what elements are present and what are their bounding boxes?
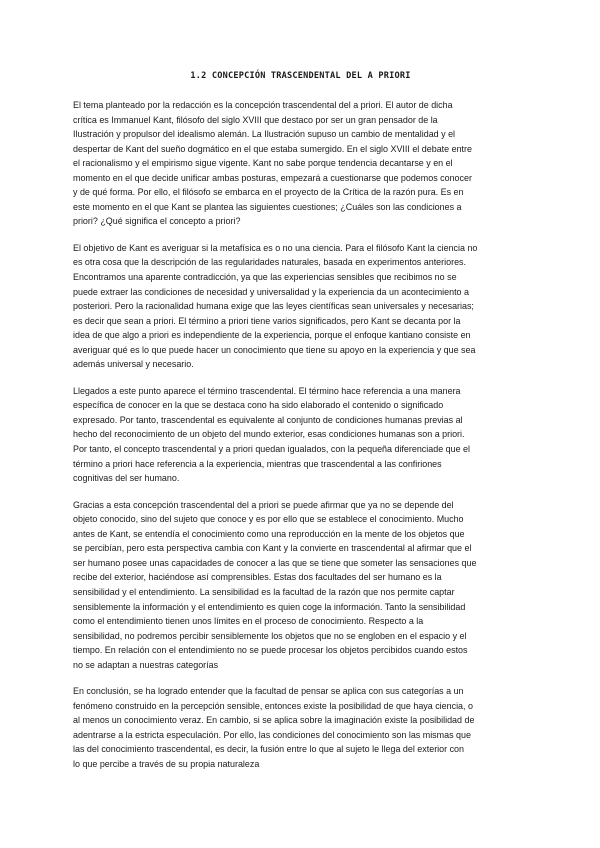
text-line: cognitivas del ser humano. bbox=[73, 473, 180, 484]
text-line: sensibilidad, no podremos percibir sensiblemente los objetos que no se engloben en el espacio y el bbox=[73, 630, 467, 641]
text-line: ser humano posee unas capacidades de conocer a las que se tiene que someter las sensaciones que bbox=[73, 557, 477, 568]
text-line: este momento en el que Kant se plantea las siguientes cuestiones; ¿Cuáles son las condiciones a bbox=[73, 201, 462, 212]
text-line: momento en el que decide unificar ambas posturas, empezará a cuestionarse que podemos conocer bbox=[73, 172, 472, 183]
section-title: 1.2 CONCEPCIÓN TRASCENDENTAL DEL A PRIORI bbox=[190, 71, 411, 81]
text-line: sensibilidad y el entendimiento. La sensibilidad es la facultad de la razón que nos permite captar bbox=[73, 586, 455, 597]
text-line: recibe del exterior, haciéndose así comprensibles. Estas dos facultades del ser humano es la bbox=[73, 572, 442, 583]
text-line: fenómeno construido en la percepción sensible, entonces existe la posibilidad de que haya ciencia, o bbox=[73, 700, 473, 711]
text-line: priori? ¿Qué significa el concepto a priori? bbox=[73, 216, 241, 227]
paragraph-3 bbox=[73, 384, 528, 486]
document-page bbox=[73, 70, 528, 784]
text-line: puede extraer las condiciones de necesidad y universalidad y la experiencia da un acontecimiento a bbox=[73, 286, 469, 297]
text-line: Por tanto, el concepto trascendental y a priori quedan igualados, con la pequeña diferenciade que el bbox=[73, 444, 471, 455]
text-line: crítica es Immanuel Kant, filósofo del siglo XVIII que destaco por ser un gran pensador de la bbox=[73, 114, 438, 125]
text-line: Encontramos una aparente contradicción, ya que las experiencias sensibles que recibimos no se bbox=[73, 272, 457, 283]
paragraph-4 bbox=[73, 498, 528, 673]
text-line: El tema planteado por la redacción es la concepción trascendental del a priori. El autor de dicha bbox=[73, 100, 453, 110]
text-line: al menos un conocimiento veraz. En cambio, si se aplica sobre la imaginación existe la posibilidad de bbox=[73, 715, 475, 726]
paragraph-2 bbox=[73, 241, 528, 372]
text-line: hecho del reconocimiento de un objeto del mundo exterior, esas condiciones humanas son a priori. bbox=[73, 429, 465, 440]
text-line: adentrarse a la estricta especulación. Por ello, las condiciones del conocimiento son las mismas que bbox=[73, 729, 471, 740]
text-line: término a priori hace referencia a la experiencia, mientras que trascendental a las confiriones bbox=[73, 458, 442, 469]
text-line: es decir que sean a priori. El término a priori tiene varios significados, pero Kant se decanta por la bbox=[73, 315, 461, 326]
text-line: averiguar qué es lo que puede hacer un conocimiento que tiene su apoyo en la experiencia y que sea bbox=[73, 344, 476, 355]
text-line: idea de que algo a priori es independiente de la experiencia, porque el enfoque kantiano consiste en bbox=[73, 330, 471, 341]
text-line: además universal y necesario. bbox=[73, 359, 194, 370]
text-line: despertar de Kant del sueño dogmático en el que estaba sumergido. En el siglo XVIII el debate entre bbox=[73, 143, 472, 154]
text-line: no se adaptan a nuestras categorías bbox=[73, 659, 219, 670]
paragraph-5 bbox=[73, 684, 528, 771]
text-line: objeto conocido, sino del sujeto que conoce y es por ello que se establece el conocimiento. Mucho bbox=[73, 514, 464, 525]
text-line: expresado. Por tanto, trascendental es equivalente al conjunto de condiciones humanas previas al bbox=[73, 414, 463, 425]
text-line: tiempo. En relación con el entendimiento no se puede procesar los objetos percibidos cuando estos bbox=[73, 645, 468, 656]
text-line: Llegados a este punto aparece el término trascendental. El término hace referencia a una manera bbox=[73, 385, 461, 396]
text-line: Ilustración y propulsor del idealismo alemán. La Ilustración supuso un cambio de mentalidad y el bbox=[73, 129, 456, 140]
text-line: es otra cosa que la descripción de las regularidades naturales, basada en experimentos anteriores. bbox=[73, 257, 466, 268]
text-line: sensiblemente la información y el entendimiento es quien coge la información. Tanto la sensibilidad bbox=[73, 601, 466, 612]
document-body bbox=[73, 98, 528, 772]
text-line: El objetivo de Kant es averiguar si la metafísica es o no una ciencia. Para el filósofo Kant la ciencia no bbox=[73, 242, 478, 253]
text-line: lo que percibe a través de su propia naturaleza bbox=[73, 758, 260, 769]
paragraph-1 bbox=[73, 98, 528, 229]
text-line: y de qué forma. Por ello, el filósofo se embarca en el proyecto de la Crítica de la razón pura. Es en bbox=[73, 187, 464, 198]
text-line: el racionalismo y el empirismo sigue vigente. Kant no sabe porque tendencia decantarse y en el bbox=[73, 158, 453, 169]
text-line: En conclusión, se ha logrado entender que la facultad de pensar se aplica con sus categorías a un bbox=[73, 686, 464, 697]
text-line: Gracias a esta concepción trascendental del a priori se puede afirmar que ya no se depende del bbox=[73, 499, 454, 510]
text-line: posteriori. Pero la racionalidad humana exige que las leyes científicas sean universales y necesarias; bbox=[73, 301, 474, 312]
text-line: se percibían, pero esta perspectiva cambia con Kant y la convierte en trascendental al afirmar que el bbox=[73, 543, 472, 554]
text-line: específica de conocer en la que se destaca cono ha sido elaborado el contenido o significado bbox=[73, 400, 444, 411]
text-line: antes de Kant, se entendía el conocimiento como una reproducción en la mente de los objetos que bbox=[73, 528, 465, 539]
text-line: como el entendimiento tienen unos límites en el proceso de conocimiento. Respecto a la bbox=[73, 616, 424, 627]
text-line: las del conocimiento trascendental, es decir, la fusión entre lo que al sujeto le llega del exterior con bbox=[73, 744, 464, 755]
